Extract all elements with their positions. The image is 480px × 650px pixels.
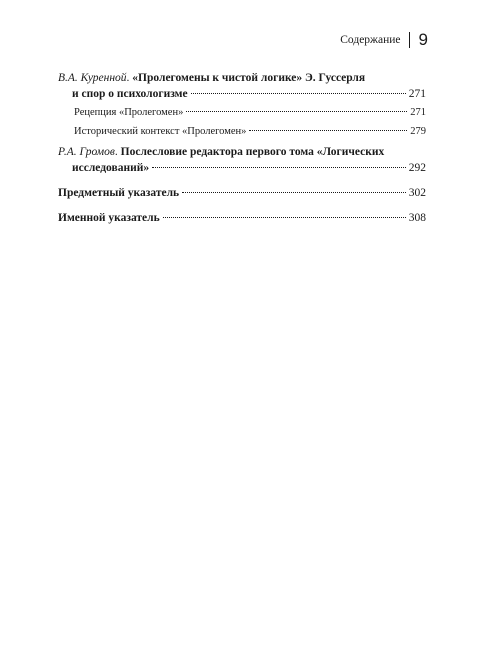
toc-entry-title: Предметный указатель: [58, 187, 180, 199]
toc-page-number: 302: [408, 187, 426, 199]
dot-leader: [249, 129, 407, 131]
dot-leader: [152, 166, 406, 168]
toc-page-number: 279: [410, 126, 426, 137]
toc-entry-line: [58, 160, 426, 176]
running-head: [58, 30, 428, 50]
toc-entry-author: В.А. Куренной: [58, 72, 127, 84]
toc-page-number: 292: [408, 162, 426, 174]
toc-entry-line: [58, 124, 426, 140]
running-head-title: Содержание: [340, 34, 401, 46]
toc-entry-subject-index: [58, 185, 426, 201]
toc-entry-line: [58, 144, 426, 160]
running-head-page-number: 9: [418, 30, 428, 49]
toc-entry-name-index: [58, 210, 426, 226]
toc-entry-title-continued: исследований»: [72, 162, 150, 174]
toc-entry-line: [58, 70, 426, 86]
toc-entry-heading: В.А. Куренной. «Пролегомены к чистой логике» Э. Гуссерля: [58, 72, 366, 84]
toc-entry-author: Р.А. Громов: [58, 146, 115, 158]
table-of-contents: [58, 70, 426, 228]
toc-subentry-title: Рецепция «Пролегомен»: [74, 107, 184, 118]
toc-entry-line: [58, 185, 426, 201]
toc-subentry-reception: [58, 105, 426, 121]
toc-page-number: 308: [408, 212, 426, 224]
toc-subentry-context: [58, 124, 426, 140]
dot-leader: [186, 110, 407, 112]
running-head-divider: [409, 32, 410, 48]
toc-entry-line: [58, 105, 426, 121]
toc-page-number: 271: [408, 88, 426, 100]
toc-entry-title: «Пролегомены к чистой логике» Э. Гуссерля: [132, 72, 366, 84]
toc-entry-kurennoy: [58, 70, 426, 102]
toc-entry-title-continued: и спор о психологизме: [72, 88, 188, 100]
toc-entry-heading: Р.А. Громов. Послесловие редактора первого тома «Логических: [58, 146, 385, 158]
toc-entry-line: [58, 210, 426, 226]
dot-leader: [163, 216, 406, 218]
toc-page-number: 271: [410, 107, 426, 118]
toc-entry-gromov: [58, 144, 426, 176]
toc-entry-title: Именной указатель: [58, 212, 160, 224]
dot-leader: [191, 92, 406, 94]
toc-entry-line: [58, 86, 426, 102]
toc-subentry-title: Исторический контекст «Пролегомен»: [74, 126, 247, 137]
dot-leader: [182, 191, 406, 193]
toc-entry-title: Послесловие редактора первого тома «Логических: [120, 146, 385, 158]
